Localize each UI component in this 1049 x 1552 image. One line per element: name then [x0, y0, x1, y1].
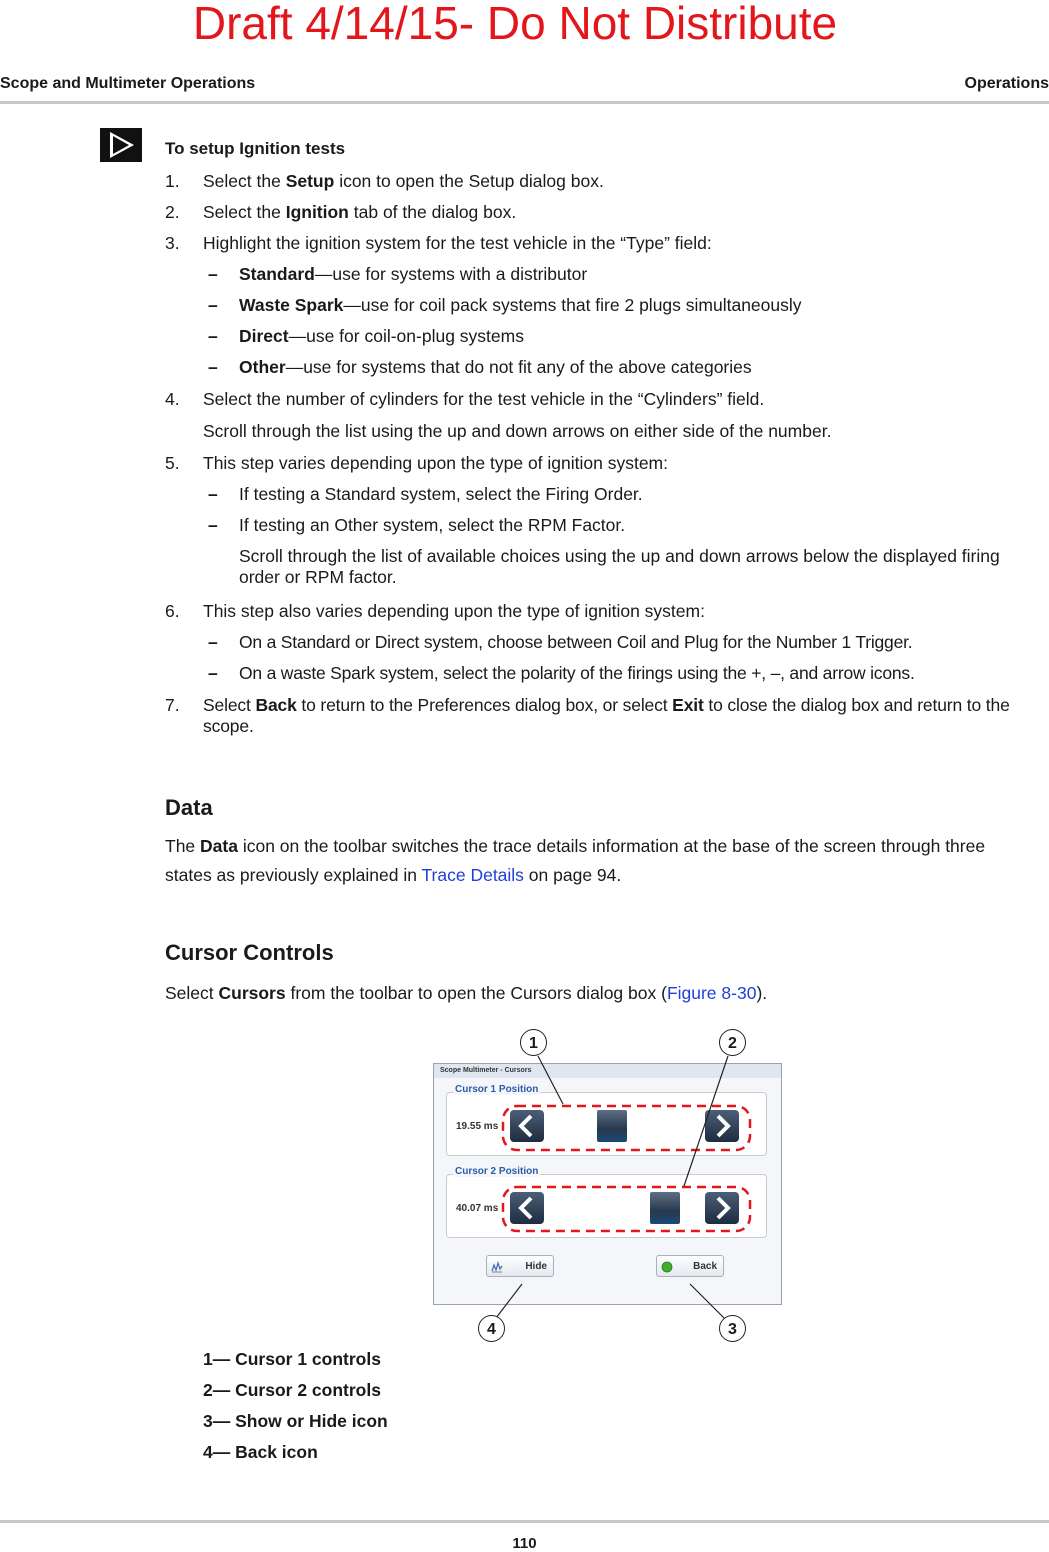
caption-3: 3— Show or Hide icon: [203, 1411, 388, 1431]
cursor-1-highlight: [503, 1106, 750, 1150]
cursor-2-highlight: [503, 1187, 750, 1231]
page-number: 110: [512, 1535, 537, 1552]
cursor-controls-paragraph: Select Cursors from the toolbar to open the Cursors dialog box (Figure 8-30).: [165, 983, 768, 1003]
header-chapter-title: Operations: [964, 75, 1049, 92]
callout-3: 3: [719, 1315, 746, 1342]
cursor-2-label: Cursor 2 Position: [455, 1166, 539, 1177]
draft-banner: Draft 4/14/15- Do Not Distribute: [192, 0, 838, 49]
step-7-text: Select Back to return to the Preferences dialog box, or select Exit to close the dialog box and return to the scope.: [203, 695, 1010, 736]
trace-details-link[interactable]: Trace Details: [421, 865, 524, 885]
callout-2-leader: [684, 1056, 728, 1186]
footer-rule: [0, 1520, 1049, 1523]
caption-1: 1— Cursor 1 controls: [203, 1349, 381, 1369]
step-5-note: Scroll through the list of available choices using the up and down arrows below the displayed firing order or RPM factor.: [239, 546, 1000, 587]
callout-4: 4: [478, 1315, 505, 1342]
callout-4-leader: [496, 1284, 522, 1318]
hide-button[interactable]: Hide: [486, 1255, 554, 1277]
back-button[interactable]: Back: [656, 1255, 724, 1277]
caption-4: 4— Back icon: [203, 1442, 318, 1462]
cursor-2-value: 40.07 ms: [456, 1203, 499, 1214]
figure-link[interactable]: Figure 8-30: [666, 983, 757, 1003]
data-paragraph: The Data icon on the toolbar switches the trace details information at the base of the screen through three states as previously explained in Trace Details on page 94.: [165, 836, 986, 885]
callout-1: 1: [520, 1029, 547, 1056]
caption-2: 2— Cursor 2 controls: [203, 1380, 381, 1400]
callout-1-leader: [538, 1056, 563, 1104]
procedure-title: To setup Ignition tests: [165, 139, 346, 158]
cursor-controls-heading: Cursor Controls: [165, 940, 334, 965]
callout-2: 2: [719, 1029, 746, 1056]
cursor-1-value: 19.55 ms: [456, 1121, 499, 1132]
data-heading: Data: [165, 795, 213, 820]
cursor-1-label: Cursor 1 Position: [455, 1084, 539, 1095]
callout-3-leader: [690, 1284, 724, 1318]
step-4-note: Scroll through the list using the up and down arrows on either side of the number.: [203, 421, 832, 441]
dialog-title: Scope Multimeter - Cursors: [434, 1064, 781, 1078]
header-section-title: Scope and Multimeter Operations: [0, 75, 256, 92]
